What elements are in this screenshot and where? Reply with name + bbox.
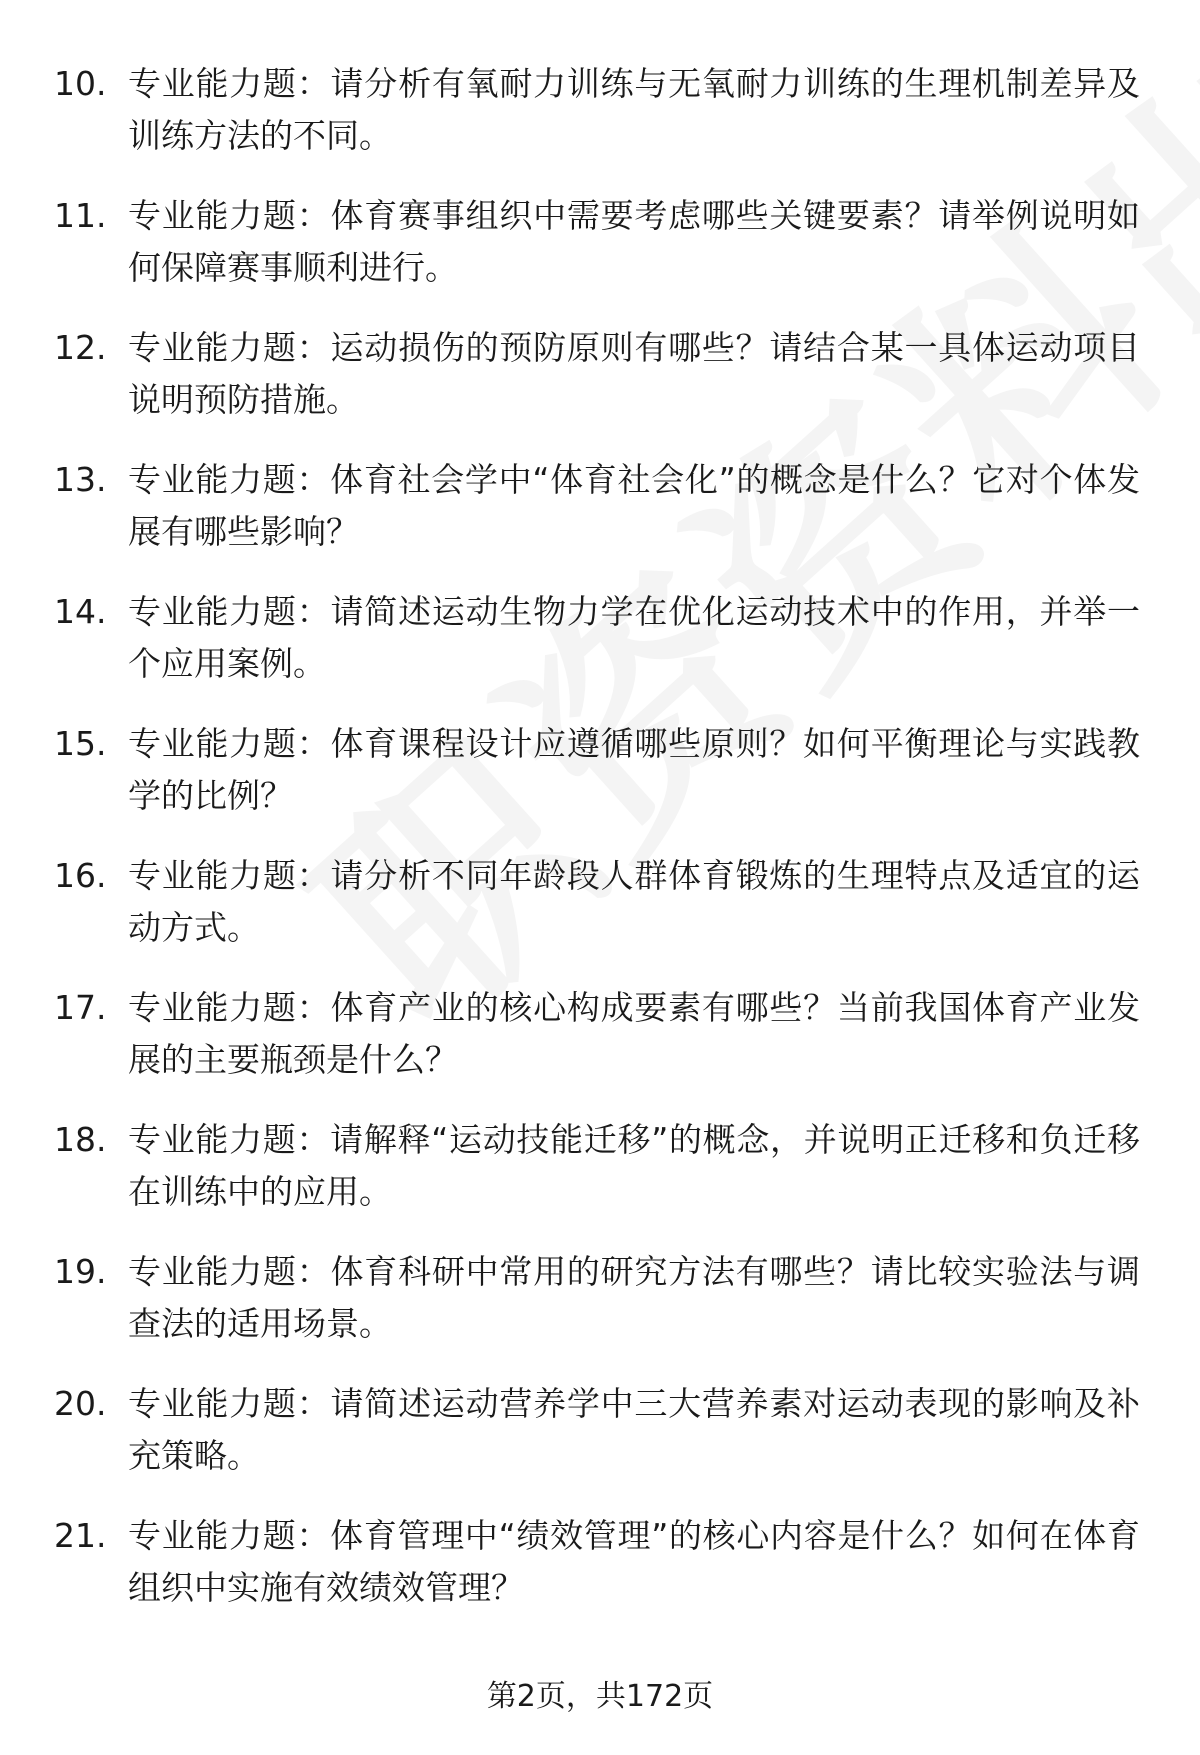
question-item xyxy=(0,322,1200,454)
question-item xyxy=(0,190,1200,322)
question-number: 17. xyxy=(54,988,107,1027)
question-number: 15. xyxy=(54,724,107,763)
question-text: 专业能力题：请简述运动生物力学在优化运动技术中的作用，并举一个应用案例。 xyxy=(128,592,1140,683)
question-number: 18. xyxy=(54,1120,107,1159)
question-item xyxy=(0,1114,1200,1246)
page-footer xyxy=(0,1677,1200,1717)
question-number: 16. xyxy=(54,856,107,895)
question-text: 专业能力题：请分析有氧耐力训练与无氧耐力训练的生理机制差异及训练方法的不同。 xyxy=(128,64,1140,155)
question-item xyxy=(0,850,1200,982)
question-item xyxy=(0,58,1200,190)
question-text: 专业能力题：体育课程设计应遵循哪些原则？如何平衡理论与实践教学的比例？ xyxy=(128,724,1140,815)
question-text: 专业能力题：体育社会学中“体育社会化”的概念是什么？它对个体发展有哪些影响？ xyxy=(128,460,1140,551)
question-item xyxy=(0,454,1200,586)
question-text: 专业能力题：体育产业的核心构成要素有哪些？当前我国体育产业发展的主要瓶颈是什么？ xyxy=(128,988,1140,1079)
question-item xyxy=(0,586,1200,718)
question-number: 10. xyxy=(54,64,107,103)
question-item xyxy=(0,982,1200,1114)
question-text: 专业能力题：运动损伤的预防原则有哪些？请结合某一具体运动项目说明预防措施。 xyxy=(128,328,1140,419)
page-number: 第2页，共172页 xyxy=(486,1679,714,1714)
question-text: 专业能力题：体育赛事组织中需要考虑哪些关键要素？请举例说明如何保障赛事顺利进行。 xyxy=(128,196,1140,287)
question-number: 12. xyxy=(54,328,107,367)
question-number: 19. xyxy=(54,1252,107,1291)
question-list xyxy=(0,58,1200,1642)
question-item xyxy=(0,1246,1200,1378)
question-text: 专业能力题：请解释“运动技能迁移”的概念，并说明正迁移和负迁移在训练中的应用。 xyxy=(128,1120,1140,1211)
question-item xyxy=(0,1378,1200,1510)
question-item xyxy=(0,1510,1200,1642)
question-number: 13. xyxy=(54,460,107,499)
question-text: 专业能力题：体育管理中“绩效管理”的核心内容是什么？如何在体育组织中实施有效绩效管理？ xyxy=(128,1516,1140,1607)
question-number: 14. xyxy=(54,592,107,631)
question-number: 21. xyxy=(54,1516,107,1555)
question-item xyxy=(0,718,1200,850)
question-text: 专业能力题：请简述运动营养学中三大营养素对运动表现的影响及补充策略。 xyxy=(128,1384,1140,1475)
question-text: 专业能力题：体育科研中常用的研究方法有哪些？请比较实验法与调查法的适用场景。 xyxy=(128,1252,1140,1343)
question-number: 20. xyxy=(54,1384,107,1423)
question-text: 专业能力题：请分析不同年龄段人群体育锻炼的生理特点及适宜的运动方式。 xyxy=(128,856,1140,947)
question-number: 11. xyxy=(54,196,107,235)
